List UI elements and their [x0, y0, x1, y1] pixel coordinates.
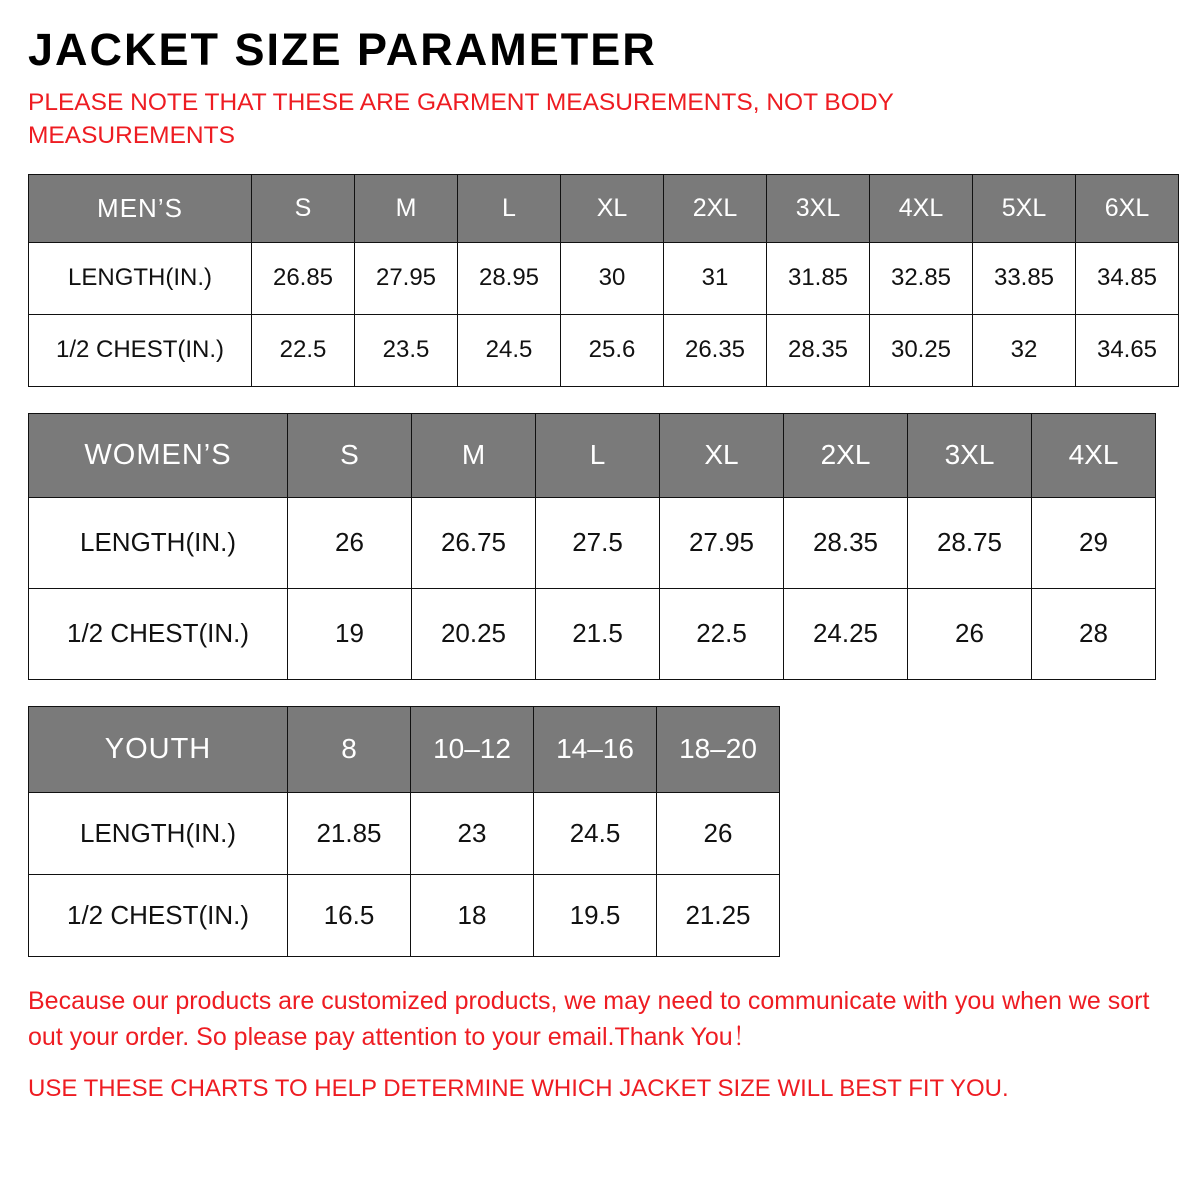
- table-cell: 23: [411, 792, 534, 874]
- table-row: [29, 497, 1156, 588]
- page-title: JACKET SIZE PARAMETER: [28, 24, 657, 75]
- table-cell: 34.65: [1076, 314, 1179, 386]
- table-cell: 31.85: [767, 242, 870, 314]
- table-cell: 24.5: [534, 792, 657, 874]
- table-header-cell: 5XL: [973, 174, 1076, 242]
- table-header-cell: 4XL: [870, 174, 973, 242]
- table-cell: 24.5: [458, 314, 561, 386]
- measurement-note: PLEASE NOTE THAT THESE ARE GARMENT MEASUREMENTS, NOT BODY MEASUREMENTS: [28, 89, 894, 149]
- table-cell: 22.5: [252, 314, 355, 386]
- table-row: [29, 792, 780, 874]
- table-row: [29, 588, 1156, 679]
- youth-size-table: [28, 706, 780, 957]
- womens-size-table: [28, 413, 1156, 680]
- table-cell: 26: [908, 588, 1032, 679]
- table-cell: 27.95: [355, 242, 458, 314]
- table-header-cell: 4XL: [1032, 413, 1156, 497]
- table-header-cell: 10–12: [411, 706, 534, 792]
- table-cell: 26: [288, 497, 412, 588]
- table-cell: 29: [1032, 497, 1156, 588]
- row-label: 1/2 CHEST(IN.): [29, 314, 252, 386]
- table-header-cell: S: [288, 413, 412, 497]
- table-cell: 28.35: [767, 314, 870, 386]
- table-cell: 28: [1032, 588, 1156, 679]
- table-header-cell: M: [355, 174, 458, 242]
- table-cell: 21.5: [536, 588, 660, 679]
- table-header-row: [29, 706, 780, 792]
- table-header-cell: L: [536, 413, 660, 497]
- table-header-row: [29, 413, 1156, 497]
- table-header-cell: M: [412, 413, 536, 497]
- row-label: LENGTH(IN.): [29, 497, 288, 588]
- table-header-cell: 2XL: [664, 174, 767, 242]
- table-header-cell: 6XL: [1076, 174, 1179, 242]
- table-header-row: [29, 174, 1179, 242]
- table-header-cell: 3XL: [767, 174, 870, 242]
- table-cell: 27.5: [536, 497, 660, 588]
- table-header-cell: XL: [660, 413, 784, 497]
- table-cell: 18: [411, 874, 534, 956]
- table-cell: 20.25: [412, 588, 536, 679]
- table-cell: 28.75: [908, 497, 1032, 588]
- row-label: LENGTH(IN.): [29, 242, 252, 314]
- table-header-cell: 14–16: [534, 706, 657, 792]
- table-cell: 21.25: [657, 874, 780, 956]
- table-cell: 33.85: [973, 242, 1076, 314]
- table-cell: 16.5: [288, 874, 411, 956]
- row-label: 1/2 CHEST(IN.): [29, 874, 288, 956]
- table-cell: 21.85: [288, 792, 411, 874]
- table-header-cell: 2XL: [784, 413, 908, 497]
- table-header-cell: MEN’S: [29, 174, 252, 242]
- table-cell: 28.35: [784, 497, 908, 588]
- table-cell: 23.5: [355, 314, 458, 386]
- row-label: LENGTH(IN.): [29, 792, 288, 874]
- table-cell: 25.6: [561, 314, 664, 386]
- table-cell: 19.5: [534, 874, 657, 956]
- table-cell: 22.5: [660, 588, 784, 679]
- table-header-cell: L: [458, 174, 561, 242]
- table-header-cell: S: [252, 174, 355, 242]
- table-cell: 26.35: [664, 314, 767, 386]
- table-header-cell: 18–20: [657, 706, 780, 792]
- chart-usage-note: USE THESE CHARTS TO HELP DETERMINE WHICH JACKET SIZE WILL BEST FIT YOU.: [28, 1075, 1009, 1103]
- table-cell: 24.25: [784, 588, 908, 679]
- table-cell: 34.85: [1076, 242, 1179, 314]
- table-header-cell: 3XL: [908, 413, 1032, 497]
- table-cell: 27.95: [660, 497, 784, 588]
- table-header-cell: WOMEN’S: [29, 413, 288, 497]
- mens-size-table: [28, 174, 1179, 387]
- table-cell: 32.85: [870, 242, 973, 314]
- row-label: 1/2 CHEST(IN.): [29, 588, 288, 679]
- table-cell: 26: [657, 792, 780, 874]
- table-cell: 32: [973, 314, 1076, 386]
- table-cell: 26.85: [252, 242, 355, 314]
- table-row: [29, 242, 1179, 314]
- table-cell: 30: [561, 242, 664, 314]
- table-cell: 30.25: [870, 314, 973, 386]
- table-cell: 28.95: [458, 242, 561, 314]
- table-header-cell: XL: [561, 174, 664, 242]
- table-row: [29, 314, 1179, 386]
- table-cell: 26.75: [412, 497, 536, 588]
- table-cell: 31: [664, 242, 767, 314]
- table-row: [29, 874, 780, 956]
- table-cell: 19: [288, 588, 412, 679]
- customization-note: Because our products are customized products, we may need to communicate with you when we sort out your order. So please pay attention to your email.Thank You！: [28, 986, 1150, 1052]
- table-header-cell: YOUTH: [29, 706, 288, 792]
- table-header-cell: 8: [288, 706, 411, 792]
